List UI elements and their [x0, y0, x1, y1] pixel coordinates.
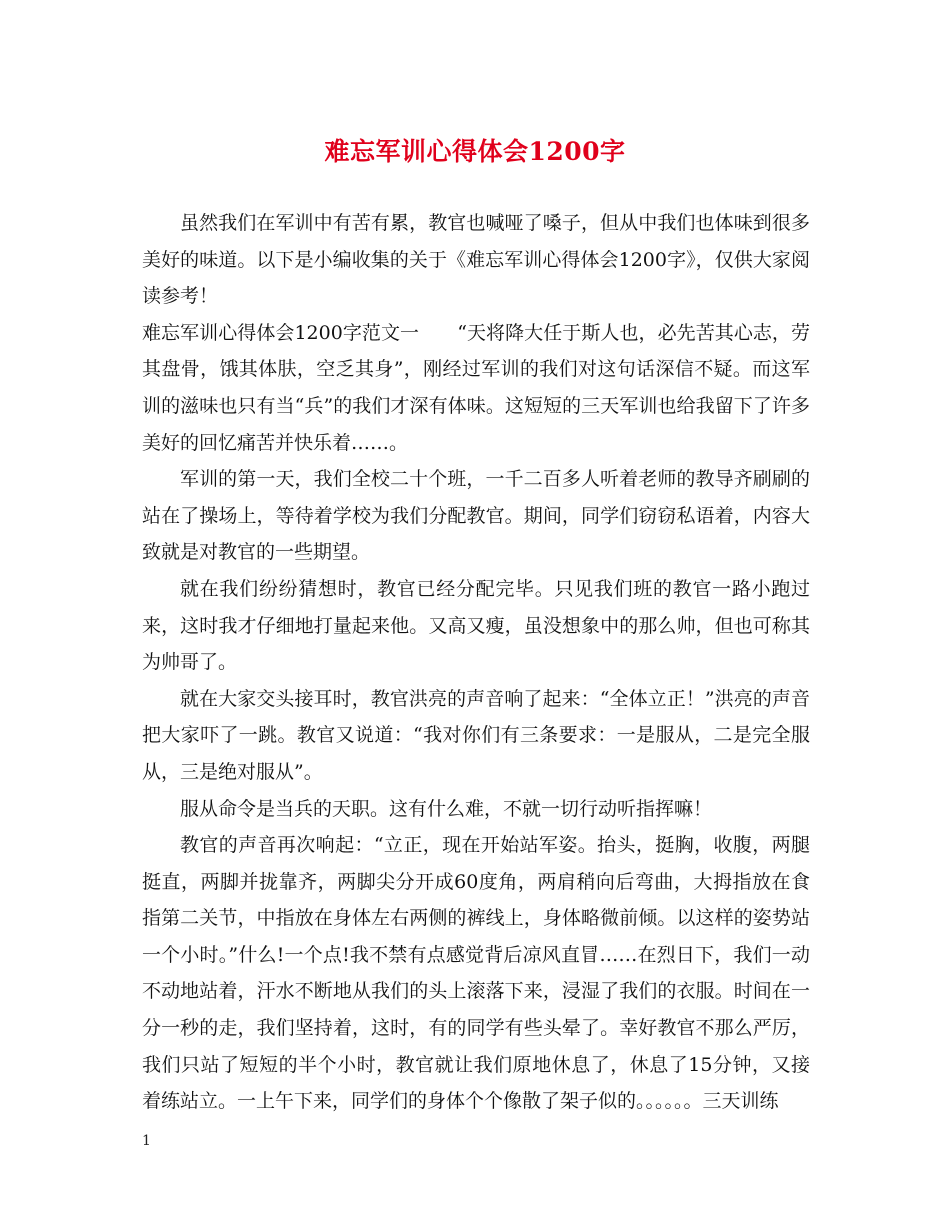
paragraph-essay-opening: 难忘军训心得体会1200字范文一 “天将降大任于斯人也，必先苦其心志，劳其盘骨，饿其体肤，空乏其身”，刚经过军训的我们对这句话深信不疑。而这军训的滋味也只有当“兵”的我们才深有体味。这短短的三天军训也给我留下了许多美好的回忆痛苦并快乐着……。	[142, 321, 810, 454]
document-title: 难忘军训心得体会1200字	[324, 137, 626, 166]
paragraph-obey-orders: 服从命令是当兵的天职。这有什么难，不就一切行动听指挥嘛！	[180, 797, 713, 820]
document-body	[142, 205, 810, 1120]
paragraph-standing-posture: 教官的声音再次响起：“立正，现在开始站军姿。抬头，挺胸，收腹，两腿挺直，两脚并拢靠齐，两脚尖分开成60度角，两肩稍向后弯曲，大拇指放在食指第二关节，中指放在身体左右两侧的裤线上，身体略微前倾。以这样的姿势站一个小时。”什么!一个点!我不禁有点感觉背后凉风直冒……在烈日下，我们一动不动地站着，汗水不断地从我们的头上滚落下来，浸湿了我们的衣服。时间在一分一秒的走，我们坚持着，这时，有的同学有些头晕了。幸好教官不那么严厉，我们只站了短短的半个小时，教官就让我们原地休息了，休息了15分钟，又接着练站立。一上午下来，同学们的身体个个像散了架子似的。。。。。。三天训练	[142, 834, 810, 1113]
paragraph-intro: 虽然我们在军训中有苦有累，教官也喊哑了嗓子，但从中我们也体味到很多美好的味道。以下是小编收集的关于《难忘军训心得体会1200字》，仅供大家阅读参考！	[142, 212, 810, 308]
page-number: 1	[142, 1133, 151, 1149]
paragraph-first-day: 军训的第一天，我们全校二十个班，一千二百多人听着老师的教导齐刷刷的站在了操场上，等待着学校为我们分配教官。期间，同学们窃窃私语着，内容大致就是对教官的一些期望。	[142, 468, 810, 564]
paragraph-three-requirements: 就在大家交头接耳时，教官洪亮的声音响了起来：“全体立正！”洪亮的声音把大家吓了一跳。教官又说道：“我对你们有三条要求：一是服从，二是完全服从，三是绝对服从”。	[142, 687, 810, 783]
paragraph-instructor-arrives: 就在我们纷纷猜想时，教官已经分配完毕。只见我们班的教官一路小跑过来，这时我才仔细地打量起来他。又高又瘦，虽没想象中的那么帅，但也可称其为帅哥了。	[142, 577, 810, 674]
